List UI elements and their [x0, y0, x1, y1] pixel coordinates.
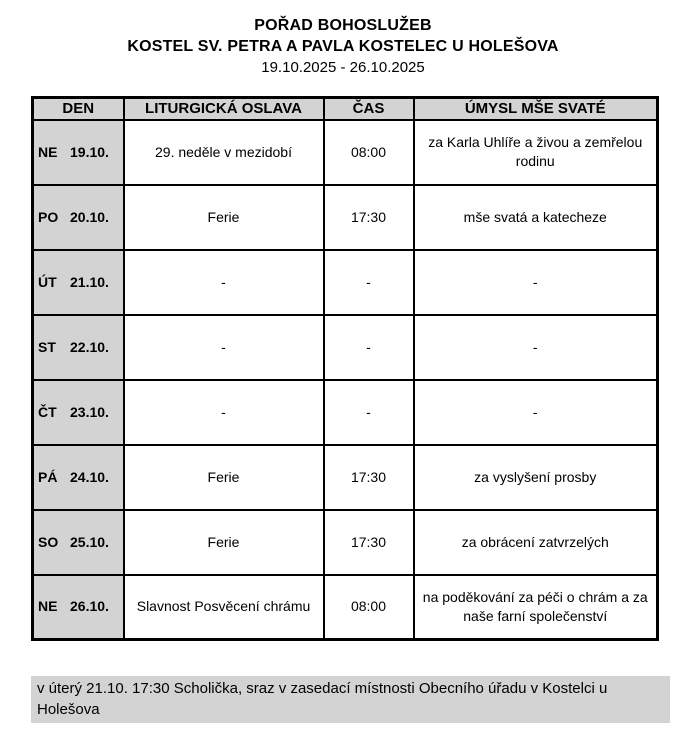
celebration-cell: - — [124, 250, 324, 315]
day-abbreviation: NE — [38, 598, 58, 615]
intention-cell: za vyslyšení prosby — [414, 445, 658, 510]
day-abbreviation: ÚT — [38, 273, 57, 290]
day-cell — [33, 120, 124, 185]
day-date: 24.10. — [70, 468, 109, 485]
celebration-cell: Ferie — [124, 445, 324, 510]
time-cell: 08:00 — [324, 575, 414, 640]
date-range: 19.10.2025 - 26.10.2025 — [261, 59, 425, 76]
celebration-cell: - — [124, 380, 324, 445]
time-cell: 17:30 — [324, 445, 414, 510]
time-cell: 08:00 — [324, 120, 414, 185]
day-abbreviation: NE — [38, 143, 58, 160]
table-header-row — [33, 98, 658, 120]
day-abbreviation: ST — [38, 338, 56, 355]
celebration-cell: Ferie — [124, 510, 324, 575]
intention-cell: na poděkování za péči o chrám a za naše farní společenství — [414, 575, 658, 640]
time-cell: 17:30 — [324, 510, 414, 575]
day-cell — [33, 185, 124, 250]
time-cell: - — [324, 250, 414, 315]
day-abbreviation: ČT — [38, 403, 57, 420]
table-row — [33, 510, 658, 575]
celebration-cell: Ferie — [124, 185, 324, 250]
day-date: 23.10. — [70, 403, 109, 420]
column-header-den: DEN — [33, 98, 124, 120]
day-date: 21.10. — [70, 273, 109, 290]
day-cell — [33, 510, 124, 575]
table-row — [33, 315, 658, 380]
table-row — [33, 445, 658, 510]
title-block — [0, 0, 686, 78]
celebration-cell: Slavnost Posvěcení chrámu — [124, 575, 324, 640]
day-date: 19.10. — [70, 143, 109, 160]
intention-cell: - — [414, 250, 658, 315]
intention-cell: - — [414, 380, 658, 445]
day-cell — [33, 315, 124, 380]
time-cell: 17:30 — [324, 185, 414, 250]
table-row — [33, 575, 658, 640]
day-cell — [33, 575, 124, 640]
table-row — [33, 120, 658, 185]
schedule-table — [31, 96, 659, 641]
celebration-cell: 29. neděle v mezidobí — [124, 120, 324, 185]
table-row — [33, 185, 658, 250]
table-row — [33, 380, 658, 445]
day-abbreviation: PÁ — [38, 468, 58, 485]
day-abbreviation: SO — [38, 533, 59, 550]
column-header-liturgicka-oslava: LITURGICKÁ OSLAVA — [124, 98, 324, 120]
column-header-cas: ČAS — [324, 98, 414, 120]
footer-note: v úterý 21.10. 17:30 Scholička, sraz v zasedací místnosti Obecního úřadu v Kostelci u Holešova — [31, 676, 670, 723]
day-cell — [33, 380, 124, 445]
celebration-cell: - — [124, 315, 324, 380]
page-title: POŘAD BOHOSLUŽEB — [254, 17, 432, 34]
day-date: 25.10. — [70, 533, 109, 550]
day-date: 22.10. — [70, 338, 109, 355]
column-header-umysl: ÚMYSL MŠE SVATÉ — [414, 98, 658, 120]
intention-cell: - — [414, 315, 658, 380]
day-cell — [33, 250, 124, 315]
day-date: 20.10. — [70, 208, 109, 225]
table-row — [33, 250, 658, 315]
intention-cell: za Karla Uhlíře a živou a zemřelou rodinu — [414, 120, 658, 185]
intention-cell: mše svatá a katecheze — [414, 185, 658, 250]
intention-cell: za obrácení zatvrzelých — [414, 510, 658, 575]
day-date: 26.10. — [70, 598, 109, 615]
day-cell — [33, 445, 124, 510]
day-abbreviation: PO — [38, 208, 59, 225]
time-cell: - — [324, 315, 414, 380]
church-name: KOSTEL SV. PETRA A PAVLA KOSTELEC U HOLEŠOVA — [127, 38, 559, 55]
time-cell: - — [324, 380, 414, 445]
